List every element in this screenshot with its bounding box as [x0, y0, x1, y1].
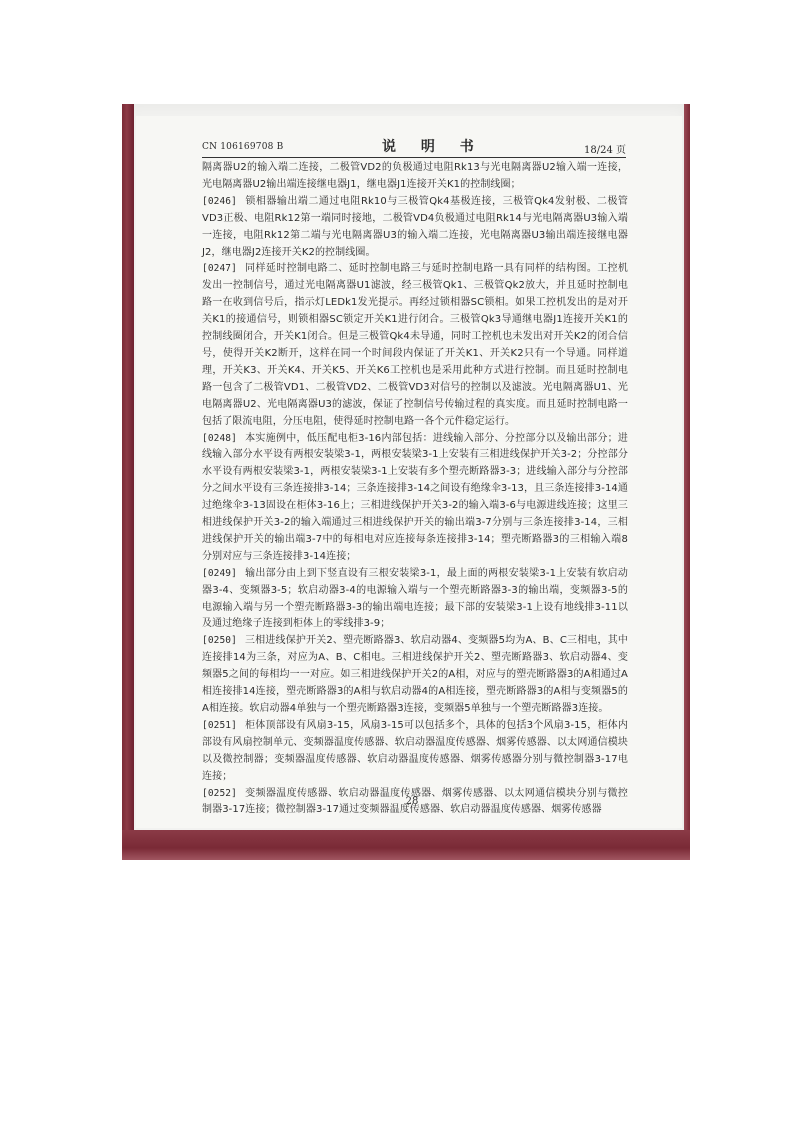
paragraph-text: 输出部分由上到下竖直设有三根安装梁3-1，最上面的两根安装梁3-1上安装有软启动器3-4、变频器3-5；软启动器3-4的电源输入端与一个塑壳断路器3-3的输出端，变频器3-5的电源输入端与另一个塑壳断路器3-3的输出端电连接；最下部的安装梁3-1上设有地线排3-11以及通过绝缘子连接到柜体上的零线排3-9； — [202, 567, 628, 630]
document-number: CN 106169708 B — [202, 142, 284, 152]
paragraph-text: 本实施例中，低压配电柜3-16内部包括：进线输入部分、分控部分以及输出部分；进线输入部分水平设有两根安装梁3-1，两根安装梁3-1上安装有三相进线保护开关3-2；分控部分水平设有两根安装梁3-1，两根安装梁3-1上安装有多个塑壳断路器3-3；进线输入部分与分控部分之间水平设有三条连接排3-14；三条连接排3-14之间设有绝缘伞3-13，且三条连接排3-14通过绝缘伞3-13固设在柜体3-16上；三相进线保护开关3-2的输入端3-6与电源进线连接；这里三相进线保护开关3-2的输入端通过三相进线保护开关的输出端3-7分别与三条连接排3-14，三相进线保护开关的输出端3-7中的每相电对应连接每条连接排3-14；塑壳断路器3的三相输入端8分别对应与三条连接排3-14连接； — [202, 432, 628, 562]
header-divider — [202, 157, 626, 158]
paragraph-text: 同样延时控制电路二、延时控制电路三与延时控制电路一具有同样的结构图。工控机发出一控制信号，通过光电隔离器U1滤波，经三极管Qk1、三极管Qk2放大，并且延时控制电路一在收到信号后，指示灯LEDk1发光提示。再经过锁相器SC锁相。如果工控机发出的是对开关K1的接通信号，则锁相器SC锁定开关K1进行闭合。三极管Qk3导通继电器J1连接开关K1的控制线圈闭合，开关K1闭合。但是三极管Qk4未导通，同时工控机也未发出对开关K2的闭合信号，使得开关K2断开，这样在同一个时间段内保证了开关K1、开关K2只有一个导通。同样道理，开关K3、开关K4、开关K5、开关K6工控机也是采用此种方式进行控制。而且延时控制电路一包含了二极管VD1、二极管VD2、二极管VD3对信号的控制以及滤波。光电隔离器U1、光电隔离器U2、光电隔离器U3的滤波，保证了控制信号传输过程的真实度。而且延时控制电路一包括了限流电阻，分压电阻，使得延时控制电路一各个元件稳定运行。 — [202, 263, 628, 427]
paragraph-number: [0247] — [202, 263, 237, 275]
paragraph-number: [0250] — [202, 635, 237, 647]
paragraph-0248 — [202, 431, 628, 566]
scan-border-right — [684, 104, 690, 860]
document-body — [202, 160, 628, 819]
page-count: 18/24 页 — [584, 145, 626, 156]
scan-border-left — [122, 104, 134, 860]
page-header — [202, 136, 626, 156]
paragraph-text: 柜体顶部设有风扇3-15，风扇3-15可以包括多个，具体的包括3个风扇3-15，柜体内部设有风扇控制单元、变频器温度传感器、软启动器温度传感器、烟雾传感器、以太网通信模块以及微控制器；变频器温度传感器、软启动器温度传感器、烟雾传感器分别与微控制器3-17电连接； — [202, 719, 628, 782]
paragraph-number: [0246] — [202, 195, 237, 207]
paragraph-text: 三相进线保护开关2、塑壳断路器3、软启动器4、变频器5均为A、B、C三相电，其中连接排14为三条，对应为A、B、C相电。三相进线保护开关2、塑壳断路器3、软启动器4、变频器5之间的每相均一一对应。如三相进线保护开关2的A相，对应与的塑壳断路器3的A相通过A相连接排14连接，塑壳断路器3的A相与软启动器4的A相连接，塑壳断路器3的A相与变频器5的A相连接。软启动器4单独与一个塑壳断路器3连接，变频器5单独与一个塑壳断路器3连接。 — [202, 635, 628, 714]
paragraph-0250 — [202, 633, 628, 718]
paragraph-0249 — [202, 566, 628, 634]
paragraph-continued — [202, 160, 628, 194]
paragraph-0247 — [202, 261, 628, 430]
paragraph-text: 变频器温度传感器、软启动器温度传感器、烟雾传感器、以太网通信模块分别与微控制器3-17连接；微控制器3-17通过变频器温度传感器、软启动器温度传感器、烟雾传感器 — [202, 787, 628, 816]
paragraph-0246 — [202, 194, 628, 262]
paragraph-number: [0251] — [202, 719, 237, 731]
paragraph-number: [0248] — [202, 432, 237, 444]
page-number: 28 — [405, 796, 419, 807]
paragraph-text: 隔离器U2的输入端二连接，二极管VD2的负极通过电阻Rk13与光电隔离器U2输入端一连接，光电隔离器U2输出端连接继电器J1，继电器J1连接开关K1的控制线圈； — [202, 162, 628, 190]
paragraph-text: 锁相器输出端二通过电阻Rk10与三极管Qk4基极连接，三极管Qk4发射极、二极管VD3正极、电阻Rk12第一端同时接地，二极管VD4负极通过电阻Rk14与光电隔离器U3输入端一连接，电阻Rk12第二端与光电隔离器U3的输入端二连接，光电隔离器U3输出端连接继电器J2，继电器J2连接开关K2的控制线圈。 — [202, 195, 628, 258]
paragraph-number: [0249] — [202, 567, 237, 579]
paragraph-0251 — [202, 718, 628, 786]
paragraph-number: [0252] — [202, 787, 237, 799]
scan-border-bottom — [122, 830, 690, 860]
document-title: 说 明 书 — [382, 139, 484, 155]
